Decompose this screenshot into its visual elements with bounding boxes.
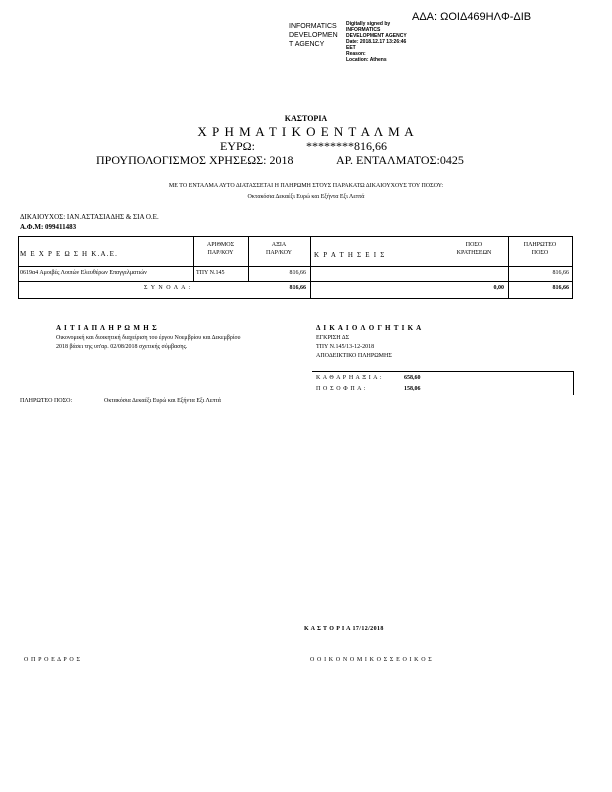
col-header-parkou-val: ΑΞΙΑ ΠΑΡ/ΚΟΥ — [266, 242, 292, 256]
documents-title: Δ Ι Κ Α Ι Ο Λ Ο Γ Η Τ Ι Κ Α — [316, 324, 422, 332]
row-parkou-no: ΤΠΥ Ν.145 — [196, 270, 225, 276]
summary-box-line — [312, 371, 574, 372]
summary-box-line — [573, 371, 574, 395]
document-title: Χ Ρ Η Μ Α Τ Ι Κ Ο Ε Ν Τ Α Λ Μ Α — [197, 124, 415, 139]
stamp-right-line: DEVELOPMENT AGENCY — [346, 33, 407, 39]
stamp-right-line: EET — [346, 45, 356, 51]
beneficiary-afm: Α.Φ.Μ: 099411483 — [20, 223, 77, 231]
signature-stamp-left — [289, 22, 338, 49]
table-line — [310, 236, 311, 299]
stamp-left-line: DEVELOPMEN — [289, 32, 338, 39]
stamp-right-line: Digitally signed by — [346, 21, 391, 27]
beneficiary-name: ΔΙΚΑΙΟΥΧΟΣ: ΙΑΝ.ΑΣΤΑΣΙΑΔΗΣ & ΣΙΑ Ο.Ε. — [20, 213, 159, 221]
amount-in-words: Οκτακόσια Δεκαέξι Ευρώ και Εξήντα Εξι Λεπτά — [247, 194, 365, 200]
amount-label: ΕΥΡΩ: — [220, 139, 255, 153]
intro-text: ΜΕ ΤΟ ΕΝΤΑΛΜΑ ΑΥΤΟ ΔΙΑΤΑΣΣΕΤΑΙ Η ΠΛΗΡΩΜΗ ΣΤΟΥΣ ΠΑΡΑΚΑΤΩ ΔΙΚΑΙΟΥΧΟΥΣ ΤΟΥ ΠΟΣΟΥ: — [168, 183, 444, 189]
reason-line: 2018 βάσει της υπ'αρ. 02/08/2018 σχετικής σύμβασης. — [56, 344, 188, 350]
reason-title: Α Ι Τ Ι Α Π Λ Η Ρ Ω Μ Η Σ — [56, 324, 158, 332]
amount-value: ********816,66 — [306, 139, 387, 153]
row-kae: 0619α4 Αμοιβές Λοιπών Ελευθέρων Επαγγελματιών — [20, 270, 147, 276]
documents-line: ΕΓΚΡΙΣΗ ΔΣ — [316, 335, 350, 341]
table-line — [18, 281, 573, 282]
row-pliroteo: 816,66 — [552, 270, 569, 276]
payable-label: ΠΛΗΡΩΤΕΟ ΠΟΣΟ: — [20, 398, 73, 404]
col-header-poso-krat: ΠΟΣΟ ΚΡΑΤΗΣΕΩΝ — [456, 242, 492, 256]
stamp-right-line: INFORMATICS — [346, 27, 381, 33]
stamp-left-line: INFORMATICS — [289, 23, 337, 30]
col-header-pliroteo: ΠΛΗΡΩΤΕΟ ΠΟΣΟ — [523, 242, 557, 256]
signatory-finance: Ο Ο Ι Κ Ο Ν Ο Μ Ι Κ Ο Σ Σ Ε Ο Ι Κ Ο Σ — [310, 657, 433, 663]
totals-label: Σ Υ Ν Ο Λ Α : — [144, 285, 192, 291]
col-header-parkou-no: ΑΡΙΘΜΟΣ ΠΑΡ/ΚΟΥ — [206, 242, 235, 256]
net-value: 658,60 — [404, 375, 421, 381]
payable-words: Οκτακόσια Δεκαέξι Ευρώ και Εξήντα Εξι Λεπτά — [104, 398, 221, 404]
reason-line: Οικονομική και διοικητική διαχείριση του έργου Νοεμβρίου και Δεκεμβρίου — [56, 335, 241, 341]
ada-code: ΑΔΑ: ΩΟΙΔ469ΗΛΦ-ΔΙΒ — [412, 11, 532, 23]
row-parkou-val: 816,66 — [289, 270, 306, 276]
table-line — [18, 236, 573, 237]
totals-pliroteo: 816,66 — [552, 285, 569, 291]
table-line — [18, 236, 19, 299]
table-line — [572, 236, 573, 299]
vat-label: Π Ο Σ Ο Φ Π Α : — [316, 386, 367, 392]
budget-year: ΠΡΟΥΠΟΛΟΓΙΣΜΟΣ ΧΡΗΣΕΩΣ: 2018 — [96, 153, 294, 167]
totals-parkou-val: 816,66 — [289, 285, 306, 291]
documents-line: ΑΠΟΔΕΙΚΤΙΚΟ ΠΛΗΡΩΜΗΣ — [316, 353, 392, 359]
stamp-right-line: Location: Athens — [346, 57, 387, 63]
stamp-left-line: T AGENCY — [289, 41, 325, 48]
totals-poso-krat: 0,00 — [493, 285, 504, 291]
order-number: ΑΡ. ΕΝΤΑΛΜΑΤΟΣ:0425 — [336, 153, 464, 167]
col-header-kae: Μ Ε Χ Ρ Ε Ω Σ Η Κ.Α.Ε. — [20, 250, 119, 258]
place-date: Κ Α Σ Τ Ο Ρ Ι Α 17/12/2018 — [304, 626, 384, 632]
col-header-kratiseis: Κ Ρ Α Τ Η Σ Ε Ι Σ — [314, 251, 386, 259]
signature-stamp-right — [346, 21, 407, 63]
table-line — [18, 298, 573, 299]
vat-value: 158,06 — [404, 386, 421, 392]
signatory-president: Ο Π Ρ Ο Ε Δ Ρ Ο Σ — [24, 657, 81, 663]
stamp-right-line: Date: 2018.12.17 13:26:46 — [346, 39, 407, 45]
table-line — [18, 266, 573, 267]
net-value-label: Κ Α Θ Α Ρ Η Α Ξ Ι Α : — [316, 375, 383, 381]
stamp-right-line: Reason: — [346, 51, 366, 57]
documents-line: ΤΠΥ Ν.145/13-12-2018 — [316, 344, 375, 350]
header-city: ΚΑΣΤΟΡΙΑ — [284, 114, 328, 123]
